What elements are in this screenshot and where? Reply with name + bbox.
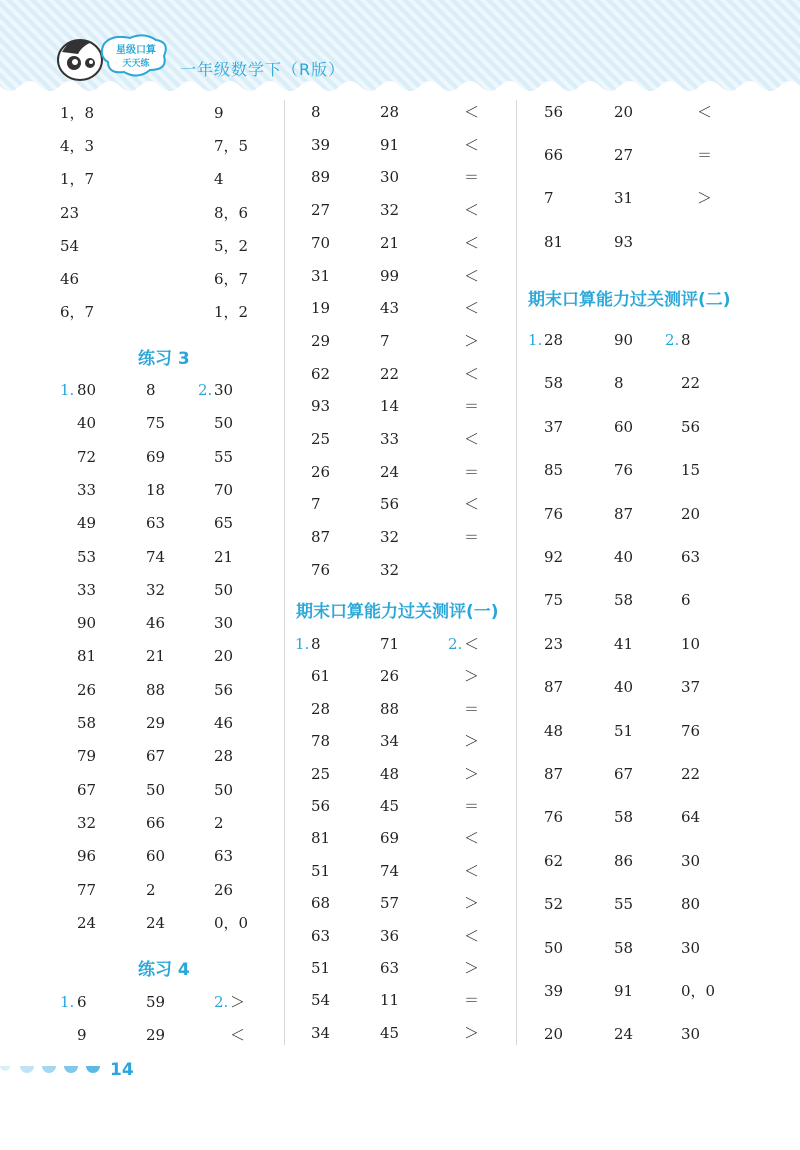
answer-cell: 92	[544, 548, 564, 566]
answer-cell: 30	[681, 1025, 701, 1044]
answer-cell: 7，5	[214, 137, 249, 156]
answer-cell: 40	[614, 548, 634, 566]
answer-cell: 60	[146, 847, 166, 866]
answer-cell: 6	[77, 993, 87, 1011]
answer-cell: 69	[146, 447, 166, 466]
answer-cell: 74	[380, 861, 400, 880]
answer-cell: 67	[77, 780, 97, 799]
answer-cell: 85	[544, 461, 564, 480]
answer-cell: ＜	[697, 103, 713, 121]
answer-cell: 31	[614, 189, 634, 208]
answer-cell: ＝	[464, 168, 480, 187]
answer-cell: 26	[77, 680, 97, 699]
answer-cell: ＝	[464, 991, 480, 1010]
answer-cell: 20	[614, 103, 634, 121]
answer-cell: 56	[214, 680, 234, 699]
answer-cell: 20	[544, 1025, 564, 1044]
answer-cell: 8	[614, 374, 624, 393]
answer-cell: 87	[544, 678, 564, 697]
answer-cell: 70	[214, 480, 234, 499]
answer-cell: ＞	[464, 331, 480, 350]
answer-cell: 30	[214, 381, 234, 399]
mascot-logo	[52, 30, 177, 85]
answer-cell: 39	[311, 135, 331, 154]
answer-cell: ＞	[464, 667, 480, 686]
answer-cell: 56	[311, 797, 331, 815]
column-divider	[284, 100, 285, 1045]
answer-cell: 88	[146, 680, 166, 699]
answer-cell: 48	[544, 721, 564, 740]
question-number: 1.	[528, 331, 543, 349]
section-heading: 期末口算能力过关测评(一)	[296, 602, 499, 622]
answer-cell: 50	[544, 938, 564, 957]
answer-cell: 76	[614, 461, 634, 480]
answer-cell: 1，2	[214, 303, 249, 322]
answer-cell: 9	[77, 1026, 87, 1044]
answer-cell: 66	[146, 813, 166, 832]
answer-cell: 50	[214, 780, 234, 799]
answer-cell: 32	[146, 580, 166, 599]
answer-cell: 68	[311, 894, 331, 913]
answer-cell: 48	[380, 764, 400, 783]
answer-cell: 34	[380, 732, 400, 751]
answer-cell: 23	[60, 203, 80, 222]
answer-cell: 69	[380, 829, 400, 848]
answer-cell: ＜	[464, 233, 480, 252]
answer-cell: ＜	[464, 135, 480, 154]
answer-cell: 28	[311, 699, 331, 718]
answer-cell: ＞	[464, 732, 480, 751]
answer-cell: 8	[311, 635, 321, 653]
answer-cell: ＜	[464, 299, 480, 318]
answer-cell: 65	[214, 514, 234, 533]
answer-cell: 32	[380, 560, 400, 579]
answer-cell: 59	[146, 993, 166, 1011]
answer-cell: 63	[214, 847, 234, 866]
answer-cell: 34	[311, 1023, 331, 1042]
answer-cell: 1，8	[60, 104, 95, 122]
answer-cell: 20	[681, 504, 701, 523]
answer-cell: 52	[544, 895, 564, 914]
answer-cell: ＝	[464, 699, 480, 718]
answer-cell: 19	[311, 299, 331, 318]
answer-cell: 75	[146, 414, 166, 433]
answer-cell: 27	[614, 146, 634, 165]
section-heading: 练习 4	[138, 960, 190, 980]
answer-cell: 45	[380, 797, 400, 815]
answer-cell: ＜	[464, 364, 480, 383]
answer-cell: 6，7	[214, 270, 249, 288]
answer-cell: 61	[311, 667, 331, 686]
answer-cell: 53	[77, 547, 97, 566]
question-number: 2.	[214, 993, 229, 1011]
question-number: 2.	[198, 381, 213, 399]
answer-cell: 32	[380, 201, 400, 220]
answer-cell: 29	[311, 331, 331, 350]
answer-cell: 27	[311, 201, 331, 220]
answer-cell: 60	[614, 417, 634, 436]
section-heading: 练习 3	[138, 349, 190, 369]
answer-cell: 43	[380, 299, 400, 318]
answer-cell: 40	[77, 414, 97, 433]
answer-cell: 56	[380, 495, 400, 514]
answer-cell: 58	[614, 591, 634, 610]
answer-cell: 4，3	[60, 137, 95, 156]
answer-cell: 51	[311, 861, 331, 880]
answer-cell: 4	[214, 170, 224, 189]
answer-cell: 22	[681, 765, 701, 783]
answer-cell: 30	[214, 614, 234, 633]
answer-cell: 50	[146, 780, 166, 799]
logo-text-line2: 天天练	[122, 59, 150, 69]
answer-cell: 30	[681, 938, 701, 957]
question-number: 1.	[60, 993, 75, 1011]
answer-cell: 5，2	[214, 236, 249, 255]
answer-cell: 46	[214, 714, 234, 732]
answer-cell: 79	[77, 747, 97, 766]
answer-cell: ＜	[230, 1026, 246, 1044]
answer-cell: 89	[311, 168, 331, 187]
answer-cell: 58	[614, 938, 634, 957]
answer-cell: ＝	[464, 797, 480, 815]
answer-cell: ＜	[464, 201, 480, 220]
answer-cell: 74	[146, 547, 166, 566]
answer-cell: ＝	[464, 397, 480, 416]
answer-cell: 7	[311, 495, 321, 514]
answer-cell: 51	[311, 959, 331, 977]
answer-cell: ＜	[464, 103, 480, 121]
answer-cell: 33	[77, 580, 97, 599]
answer-cell: ＜	[464, 266, 480, 285]
answer-cell: 24	[380, 462, 400, 481]
answer-cell: 7	[544, 189, 554, 208]
answer-cell: 63	[380, 959, 400, 977]
answer-cell: 70	[311, 233, 331, 252]
answer-cell: 80	[77, 381, 97, 399]
answer-cell: 28	[380, 103, 400, 121]
answer-cell: ＞	[464, 1023, 480, 1042]
answer-cell: ＞	[230, 993, 246, 1011]
answer-cell: ＜	[464, 926, 480, 945]
answer-cell: 64	[681, 808, 701, 827]
answer-cell: 62	[544, 851, 564, 870]
answer-cell: ＜	[464, 861, 480, 880]
answer-cell: 21	[146, 647, 166, 666]
answer-cell: 76	[544, 808, 564, 827]
answer-cell: ＝	[464, 462, 480, 481]
answer-cell: 93	[614, 232, 634, 251]
answer-cell: 8，6	[214, 203, 249, 222]
answer-cell: 31	[311, 266, 331, 285]
answer-cell: 29	[146, 714, 166, 732]
answer-cell: 24	[614, 1025, 634, 1044]
answer-cell: 23	[544, 634, 564, 653]
section-heading: 期末口算能力过关测评(二)	[528, 290, 731, 310]
answer-cell: ＜	[464, 635, 480, 653]
answer-cell: 81	[544, 232, 564, 251]
answer-cell: 93	[311, 397, 331, 416]
question-number: 2.	[448, 635, 463, 653]
answer-cell: ＞	[464, 764, 480, 783]
answer-cell: 66	[544, 146, 564, 165]
answer-cell: 8	[681, 331, 691, 349]
answer-cell: 2	[146, 880, 156, 899]
answer-cell: 29	[146, 1026, 166, 1044]
answer-cell: 37	[681, 678, 701, 697]
answer-cell: 20	[214, 647, 234, 666]
answer-cell: 91	[380, 135, 400, 154]
answer-cell: 0，0	[681, 982, 716, 1000]
answer-cell: 8	[311, 103, 321, 121]
answer-cell: 75	[544, 591, 564, 610]
answer-cell: 88	[380, 699, 400, 718]
answer-cell: 62	[311, 364, 331, 383]
footer-dots	[0, 1064, 110, 1080]
answer-cell: 50	[214, 414, 234, 433]
answer-cell: 41	[614, 634, 634, 653]
answer-cell: 24	[77, 913, 97, 932]
header-title: 一年级数学下（R版）	[180, 60, 346, 79]
answer-cell: 10	[681, 634, 701, 653]
answer-cell: 87	[614, 504, 634, 523]
answer-cell: 46	[146, 614, 166, 633]
answer-cell: 36	[380, 926, 400, 945]
answer-cell: 81	[77, 647, 97, 666]
answer-cell: 6	[681, 591, 691, 610]
answer-cell: 81	[311, 829, 331, 848]
answer-cell: 7	[380, 331, 390, 350]
answer-cell: 26	[214, 880, 234, 899]
answer-cell: 96	[77, 847, 97, 866]
answer-cell: 67	[614, 765, 634, 783]
logo-text-line1: 星级口算	[116, 45, 156, 56]
answer-cell: 87	[544, 765, 564, 783]
answer-cell: 55	[214, 447, 234, 466]
answer-cell: ＞	[464, 959, 480, 977]
answer-cell: 30	[681, 851, 701, 870]
answer-cell: 32	[380, 528, 400, 547]
answer-cell: 50	[214, 580, 234, 599]
answer-cell: 80	[681, 895, 701, 914]
answer-cell: 58	[614, 808, 634, 827]
answer-cell: 91	[614, 982, 634, 1000]
question-number: 2.	[665, 331, 680, 349]
answer-cell: 18	[146, 480, 166, 499]
answer-cell: 33	[77, 480, 97, 499]
answer-cell: ＞	[464, 894, 480, 913]
answer-cell: 26	[311, 462, 331, 481]
answer-cell: 56	[681, 417, 701, 436]
answer-cell: 8	[146, 381, 156, 399]
answer-cell: 28	[544, 331, 564, 349]
answer-cell: 72	[77, 447, 97, 466]
answer-cell: ＝	[697, 146, 713, 165]
answer-cell: 76	[681, 721, 701, 740]
answer-cell: 37	[544, 417, 564, 436]
answer-cell: 58	[544, 374, 564, 393]
answer-cell: 6，7	[60, 303, 95, 322]
answer-cell: 46	[60, 270, 80, 288]
answer-cell: 30	[380, 168, 400, 187]
answer-cell: ＝	[464, 528, 480, 547]
page-number: 14	[110, 1060, 134, 1080]
answer-cell: 54	[60, 236, 80, 255]
answer-cell: 77	[77, 880, 97, 899]
answer-cell: ＜	[464, 829, 480, 848]
question-number: 1.	[295, 635, 310, 653]
answer-cell: 40	[614, 678, 634, 697]
answer-cell: 14	[380, 397, 400, 416]
answer-cell: 9	[214, 104, 224, 122]
answer-cell: 21	[380, 233, 400, 252]
answer-cell: 15	[681, 461, 701, 480]
answer-cell: 63	[311, 926, 331, 945]
answer-cell: 90	[614, 331, 634, 349]
answer-cell: 32	[77, 813, 97, 832]
answer-cell: 55	[614, 895, 634, 914]
answer-cell: 0，0	[214, 913, 249, 932]
answer-cell: ＜	[464, 495, 480, 514]
answer-cell: 24	[146, 913, 166, 932]
answer-cell: 56	[544, 103, 564, 121]
column-divider	[516, 100, 517, 1045]
answer-cell: 49	[77, 514, 97, 533]
answer-cell: 22	[681, 374, 701, 393]
answer-cell: 22	[380, 364, 400, 383]
answer-cell: 39	[544, 982, 564, 1000]
answer-cell: 54	[311, 991, 331, 1010]
answer-cell: 51	[614, 721, 634, 740]
answer-cell: 45	[380, 1023, 400, 1042]
answer-cell: 87	[311, 528, 331, 547]
answer-cell: 76	[544, 504, 564, 523]
answer-cell: ＜	[464, 430, 480, 448]
answer-cell: 11	[380, 991, 400, 1010]
answer-cell: 2	[214, 813, 224, 832]
answer-cell: 25	[311, 764, 331, 783]
answer-cell: 63	[681, 548, 701, 566]
answer-cell: 86	[614, 851, 634, 870]
answer-cell: 25	[311, 430, 331, 448]
answer-cell: 76	[311, 560, 331, 579]
answer-cell: ＞	[697, 189, 713, 208]
answer-cell: 99	[380, 266, 400, 285]
answer-cell: 67	[146, 747, 166, 766]
answer-cell: 57	[380, 894, 400, 913]
answer-cell: 90	[77, 614, 97, 633]
answer-cell: 33	[380, 430, 400, 448]
answer-cell: 21	[214, 547, 234, 566]
answer-cell: 28	[214, 747, 234, 766]
answer-cell: 58	[77, 714, 97, 732]
answer-cell: 71	[380, 635, 400, 653]
answer-cell: 1，7	[60, 170, 95, 189]
question-number: 1.	[60, 381, 75, 399]
answer-cell: 63	[146, 514, 166, 533]
answer-cell: 78	[311, 732, 331, 751]
answer-cell: 26	[380, 667, 400, 686]
